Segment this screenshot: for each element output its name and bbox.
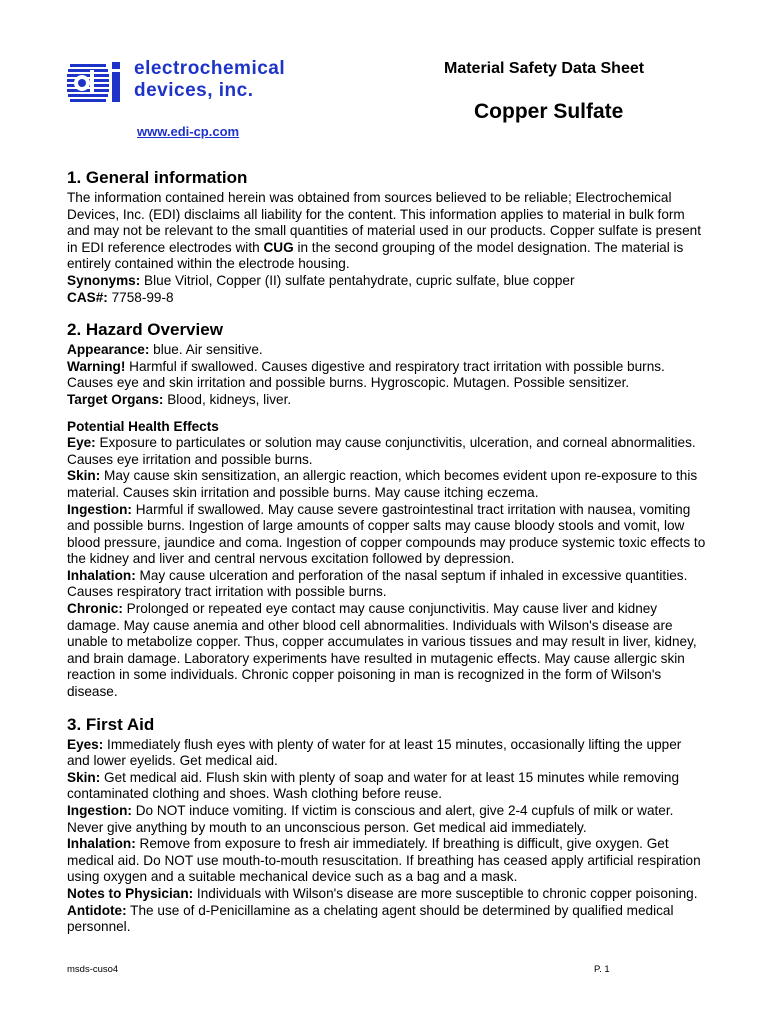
field-label: Appearance: [67, 342, 150, 358]
field-label: Chronic: [67, 601, 123, 617]
field-label: Inhalation: [67, 567, 136, 583]
first-aid-eyes [67, 737, 707, 770]
cas-line [67, 290, 707, 307]
edi-logo-icon [66, 58, 128, 108]
chronic-effects [67, 601, 707, 701]
field-label: CAS#: [67, 289, 108, 305]
ingestion-effects-value: Harmful if swallowed. May cause severe gastrointestinal tract irritation with nausea, vomiting and possible burns. Ingestion of large amounts of copper salts may cause bloody stools and vomit, low blood pressure, jaundice and coma. Ingestion of copper compounds may produce systemic toxic effects to the kidney and liver and central nervous excitation followed by depression. [67, 501, 706, 567]
document-title: Material Safety Data Sheet [444, 60, 645, 77]
field-label: Ingestion: [67, 803, 132, 818]
target-organs-line [67, 392, 707, 409]
notes-to-physician-value: Individuals with Wilson's disease are more susceptible to chronic copper poisoning. [193, 885, 698, 901]
skin-effects [67, 468, 707, 501]
product-title: Copper Sulfate [474, 100, 624, 123]
inhalation-effects-value: May cause ulceration and perforation of the nasal septum if inhaled in excessive quantities. Causes respiratory tract irritation with possible burns. [67, 567, 688, 600]
warning-value: Harmful if swallowed. Causes digestive and respiratory tract irritation with possible burns. Causes eye and skin irritation and possible burns. Hygroscopic. Mutagen. Possible sensitizer. [67, 358, 665, 391]
company-name-line2: devices, inc. [134, 80, 254, 101]
synonyms-value: Blue Vitriol, Copper (II) sulfate pentahydrate, cupric sulfate, blue copper [140, 272, 575, 288]
page-number: P. 1 [594, 964, 610, 975]
ingestion-effects [67, 502, 707, 568]
appearance-line [67, 342, 707, 359]
section-heading: 1. General information [67, 168, 248, 187]
warning-line [67, 359, 707, 392]
field-label: Inhalation: [67, 836, 136, 852]
subsection-heading: Potential Health Effects [67, 418, 219, 434]
first-aid-skin [67, 770, 707, 803]
first-aid-eyes-value: Immediately flush eyes with plenty of water for at least 15 minutes, occasionally lifting the upper and lower eyelids. Get medical aid. [67, 736, 682, 769]
field-label: Synonyms: [67, 272, 141, 288]
field-label: Ingestion: [67, 501, 132, 517]
first-aid-inhalation-value: Remove from exposure to fresh air immediately. If breathing is difficult, give oxygen. Get medical aid. Do NOT use mouth-to-mouth resuscitation. If breathing has ceased apply artificial respiration using oxygen and a suitable mechanical device such as a bag and a mask. [67, 836, 701, 885]
first-aid-ingestion [67, 803, 707, 836]
first-aid-inhalation [67, 836, 707, 886]
section-hazard-overview [67, 320, 707, 700]
target-organs-value: Blood, kidneys, liver. [163, 391, 292, 407]
first-aid-skin-value: Get medical aid. Flush skin with plenty of soap and water for at least 15 minutes while removing contaminated clothing and shoes. Wash clothing before reuse. [67, 769, 680, 802]
skin-effects-value: May cause skin sensitization, an allergic reaction, which becomes evident upon re-exposure to this material. Causes skin irritation and possible burns. May cause itching eczema. [67, 468, 698, 500]
field-label: Antidote: [67, 902, 127, 918]
inhalation-effects [67, 568, 707, 601]
intro-paragraph [67, 190, 707, 273]
document-code: msds-cuso4 [67, 964, 119, 975]
field-label: Skin: [67, 769, 101, 785]
company-name-line1: electrochemical [134, 58, 286, 79]
antidote-value: The use of d-Penicillamine as a chelating agent should be determined by qualified medical personnel. [67, 902, 674, 935]
appearance-value: blue. Air sensitive. [149, 342, 263, 358]
section-heading: 2. Hazard Overview [67, 320, 223, 340]
document-body [67, 168, 707, 946]
eye-effects [67, 435, 707, 468]
first-aid-ingestion-value: Do NOT induce vomiting. If victim is conscious and alert, give 2-4 cupfuls of milk or water. Never give anything by mouth to an unconscious person. Get medical aid immediately. [67, 803, 674, 835]
model-code: CUG [263, 239, 294, 255]
section-heading: 3. First Aid [67, 714, 155, 734]
cas-value: 7758-99-8 [107, 289, 174, 305]
chronic-effects-value: Prolonged or repeated eye contact may cause conjunctivitis. May cause liver and kidney damage. May cause anemia and other blood cell abnormalities. Individuals with Wilson's disease are unable to metabolize copper. Thus, copper accumulates in various tissues and may result in liver, kidney, and brain damage. Laboratory experiments have resulted in mutagenic effects. May cause allergic skin reaction in some individuals. Chronic copper poisoning in man is recognized in the form of Wilson's disease. [67, 601, 697, 700]
intro-text: The information contained herein was obtained from sources believed to be reliable; Electrochemical Devices, Inc. (EDI) disclaims all liability for the content. This information applies to material in bulk form and may not be relevant to the small quantities of material used in our products. Copper sulfate is present in EDI reference electrodes with [67, 190, 701, 255]
company-name [134, 58, 285, 102]
notes-to-physician [67, 886, 707, 903]
section-general-information [67, 168, 707, 306]
field-label: Eyes: [67, 736, 104, 752]
antidote [67, 903, 707, 936]
website-link[interactable]: www.edi-cp.com [137, 124, 240, 139]
synonyms-line [67, 273, 707, 290]
field-label: Notes to Physician: [67, 885, 194, 901]
field-label: Target Organs: [67, 391, 164, 407]
section-first-aid [67, 715, 707, 936]
field-label: Warning! [67, 358, 126, 374]
eye-effects-value: Exposure to particulates or solution may cause conjunctivitis, ulceration, and corneal abnormalities. Causes eye irritation and possible burns. [67, 435, 696, 467]
intro-text-end: in the second grouping of the model designation. The material is entirely contained within the electrode housing. [67, 239, 684, 272]
field-label: Skin: [67, 468, 101, 484]
field-label: Eye: [67, 435, 96, 451]
